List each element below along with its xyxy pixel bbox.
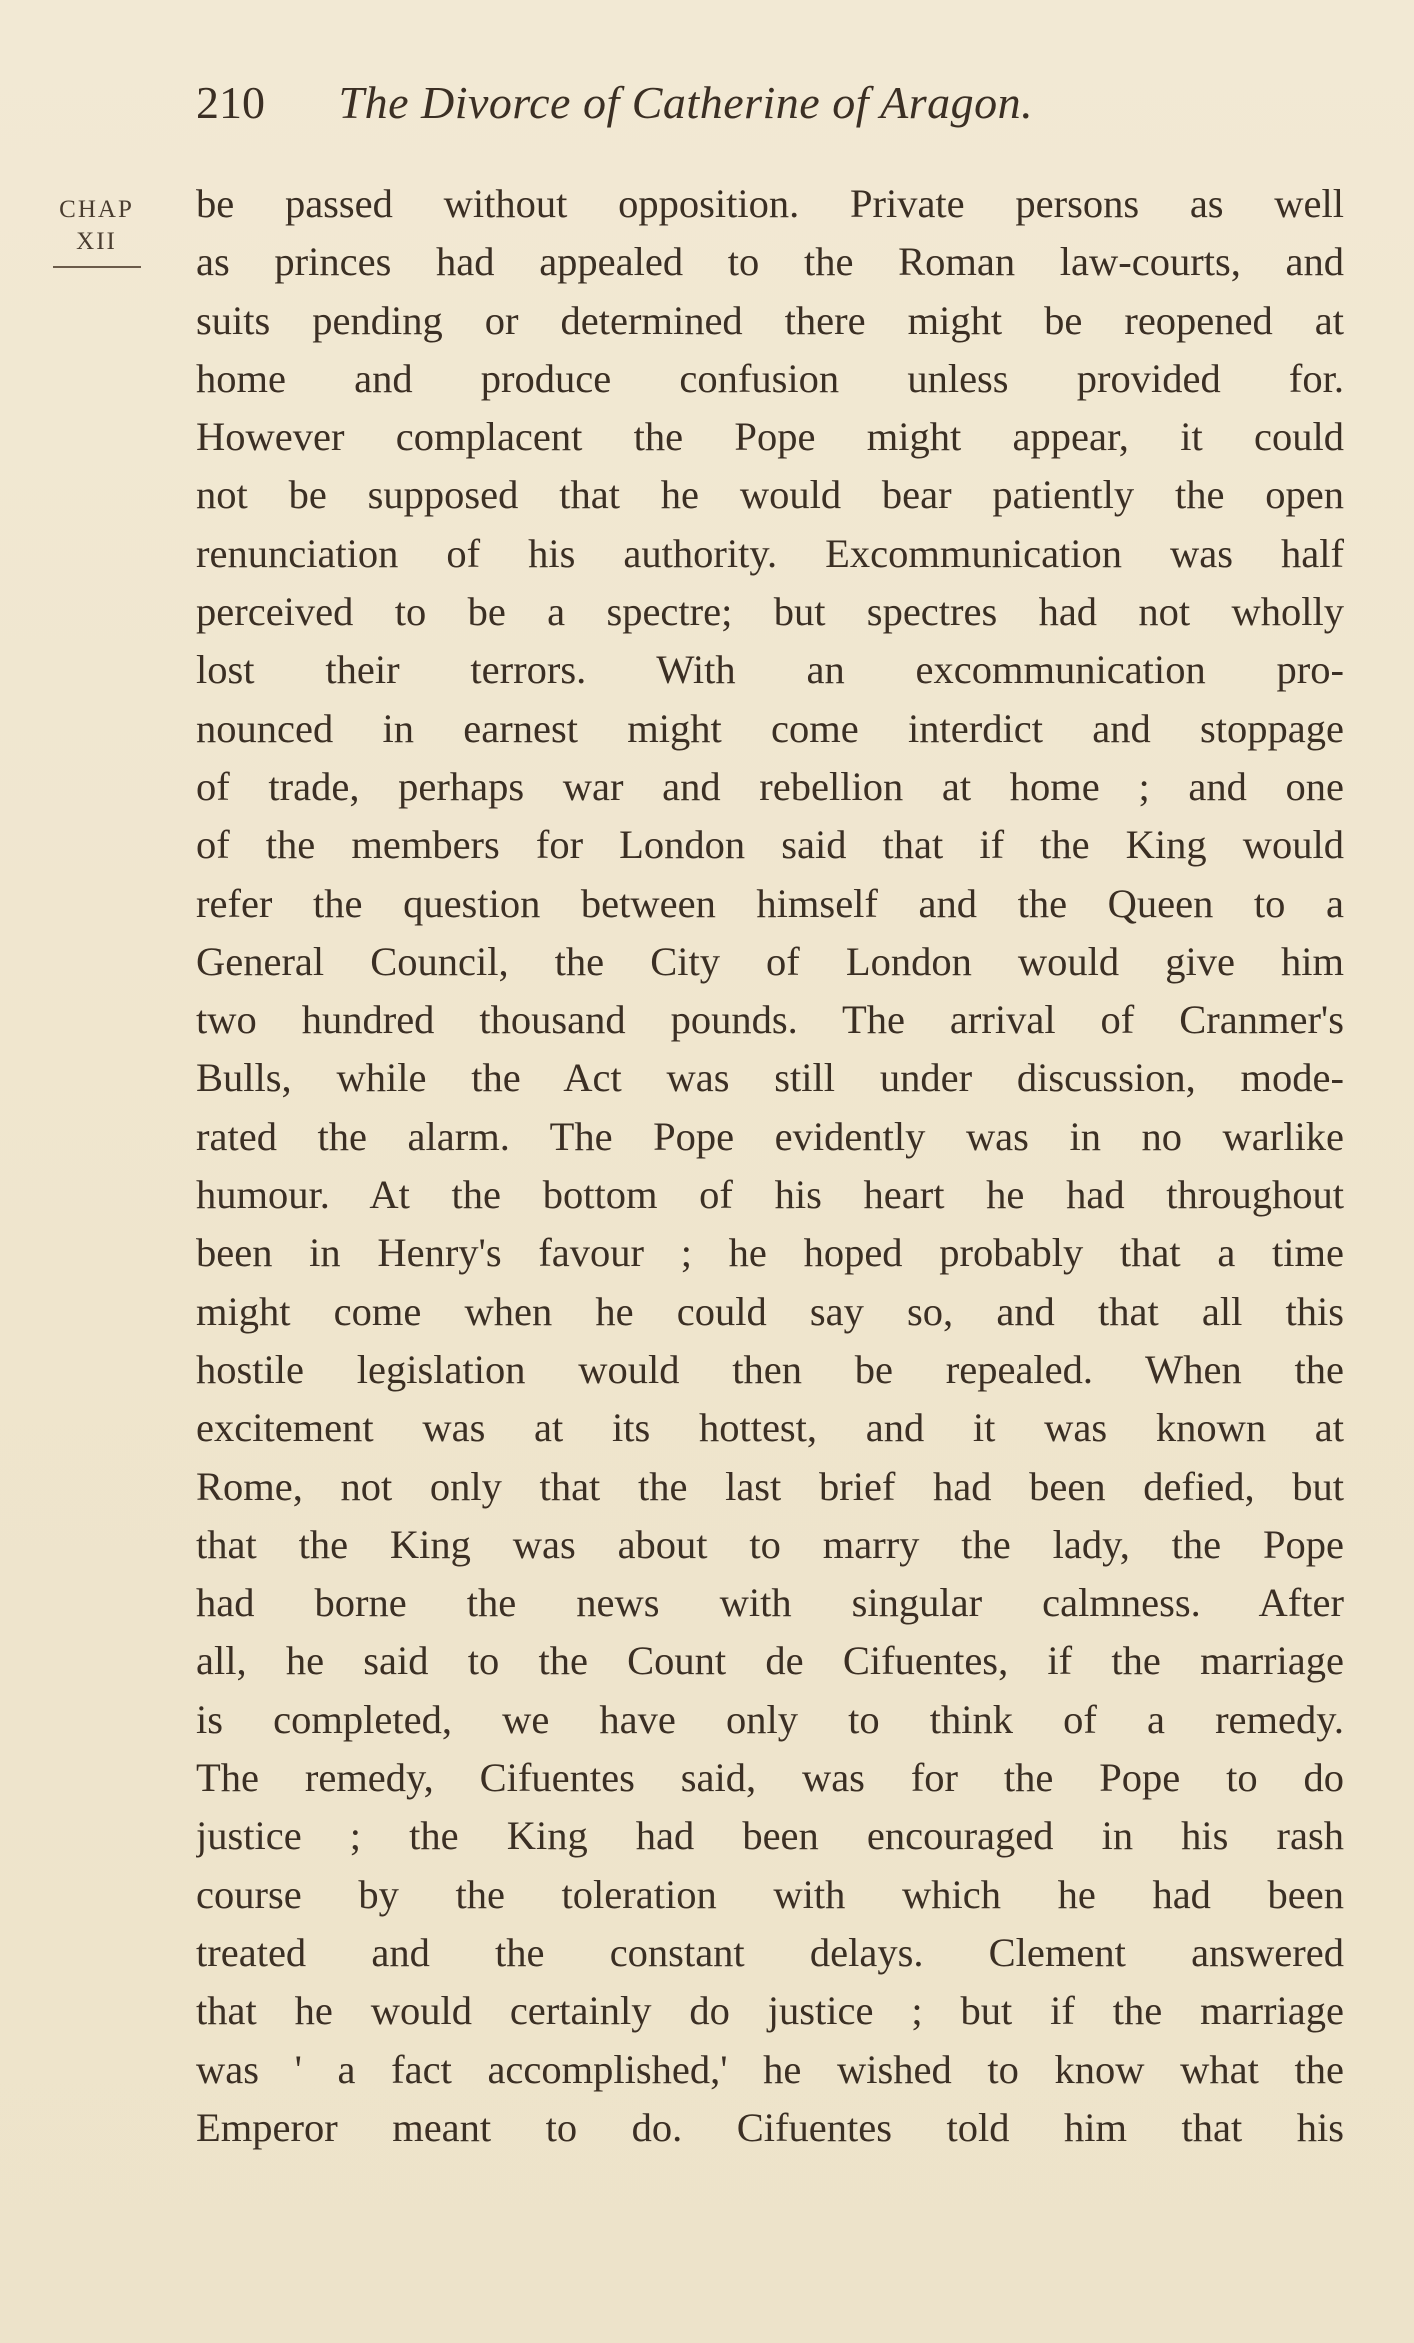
text-line: perceived to be a spectre; but spectres had not wholly [196,589,1344,635]
text-line: However complacent the Pope might appear, it could [196,414,1344,460]
text-line: nounced in earnest might come interdict and stoppage [196,705,1344,751]
text-line: been in Henry's favour ; he hoped probably that a time [196,1230,1344,1276]
text-line: as princes had appealed to the Roman law-courts, and [196,239,1344,285]
text-line: course by the toleration with which he had been [196,1871,1344,1917]
text-line: rated the alarm. The Pope evidently was in no warlike [196,1113,1344,1159]
text-line: be passed without opposition. Private persons as well [196,181,1344,226]
body-text [196,175,1344,2157]
text-line: not be supposed that he would bear patiently the open [196,472,1344,518]
page-number: 210 [196,77,265,128]
margin-note-chap: CHAP [59,196,134,223]
running-head [196,68,1196,138]
text-line: was ' a fact accomplished,' he wished to know what the [196,2046,1344,2092]
text-line: all, he said to the Count de Cifuentes, if the marriage [196,1638,1344,1684]
text-line: Rome, not only that the last brief had been defied, but [196,1463,1344,1509]
text-line: Bulls, while the Act was still under discussion, mode- [196,1055,1344,1101]
text-line: refer the question between himself and the Queen to a [196,880,1344,926]
text-line: of trade, perhaps war and rebellion at home ; and one [196,763,1344,809]
margin-rule [53,266,141,268]
text-line: humour. At the bottom of his heart he had throughout [196,1172,1344,1218]
text-line: hostile legislation would then be repealed. When the [196,1346,1344,1392]
text-line: home and produce confusion unless provided for. [196,355,1344,401]
text-line: treated and the constant delays. Clement answered [196,1929,1344,1975]
text-line: Emperor meant to do. Cifuentes told him that his [196,2104,1344,2150]
text-line: two hundred thousand pounds. The arrival of Cranmer's [196,997,1344,1043]
text-line: renunciation of his authority. Excommunication was half [196,530,1344,576]
text-line: suits pending or determined there might be reopened at [196,297,1344,343]
text-line: excitement was at its hottest, and it was known at [196,1405,1344,1451]
text-line: of the members for London said that if the King would [196,822,1344,868]
text-line: justice ; the King had been encouraged in his rash [196,1813,1344,1859]
margin-note-chapter-number: XII [76,228,117,255]
text-line: that the King was about to marry the lady, the Pope [196,1521,1344,1567]
text-line: General Council, the City of London would give him [196,938,1344,984]
text-line: is completed, we have only to think of a remedy. [196,1696,1344,1742]
text-line: had borne the news with singular calmness. After [196,1580,1344,1626]
running-title: The Divorce of Catherine of Aragon. [338,77,1034,128]
text-line: might come when he could say so, and that all this [196,1288,1344,1334]
text-line: The remedy, Cifuentes said, was for the Pope to do [196,1755,1344,1801]
chapter-margin-note [44,194,149,268]
text-line: that he would certainly do justice ; but if the marriage [196,1988,1344,2034]
text-line: lost their terrors. With an excommunication pro- [196,647,1344,693]
